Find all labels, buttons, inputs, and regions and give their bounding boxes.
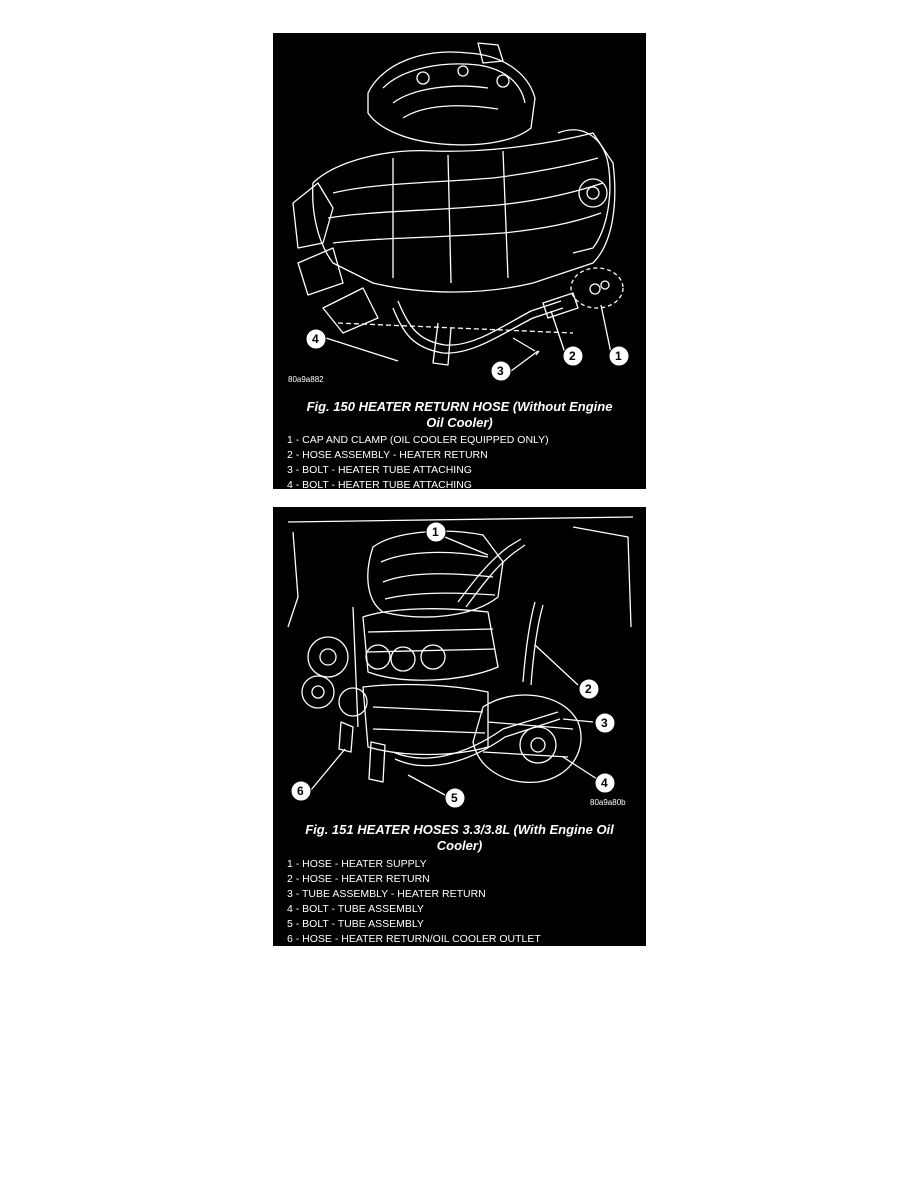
figure-ref-code: 80a9a80b	[590, 798, 626, 807]
svg-text:1: 1	[615, 349, 622, 363]
svg-text:3: 3	[601, 716, 608, 730]
engine-illustration	[273, 33, 646, 418]
figure-legend	[287, 857, 541, 946]
figure-151-panel	[273, 507, 646, 946]
figure-caption	[273, 822, 646, 854]
callout-1	[609, 346, 629, 366]
svg-text:2: 2	[585, 682, 592, 696]
callout-6	[291, 781, 311, 801]
legend-item: 1 - CAP AND CLAMP (OIL COOLER EQUIPPED ONLY)	[287, 434, 549, 446]
svg-text:1: 1	[432, 525, 439, 539]
legend-item: 3 - TUBE ASSEMBLY - HEATER RETURN	[287, 888, 486, 900]
legend-item: 2 - HOSE - HEATER RETURN	[287, 873, 430, 885]
legend-item: 6 - HOSE - HEATER RETURN/OIL COOLER OUTLET	[287, 933, 541, 945]
svg-text:3: 3	[497, 364, 504, 378]
svg-text:4: 4	[312, 332, 319, 346]
figure-legend	[287, 433, 549, 489]
callout-2	[579, 679, 599, 699]
svg-text:5: 5	[451, 791, 458, 805]
legend-item: 5 - BOLT - TUBE ASSEMBLY	[287, 918, 424, 930]
svg-text:2: 2	[569, 349, 576, 363]
callout-5	[445, 788, 465, 808]
caption-line-2: Oil Cooler)	[426, 415, 493, 430]
legend-item: 2 - HOSE ASSEMBLY - HEATER RETURN	[287, 449, 488, 461]
figure-ref-code: 80a9a882	[288, 375, 324, 384]
engine-illustration	[273, 507, 646, 812]
svg-text:4: 4	[601, 776, 608, 790]
figure-150-panel	[273, 33, 646, 489]
caption-line-1: Fig. 150 HEATER RETURN HOSE (Without Engine	[306, 399, 613, 414]
figure-caption	[273, 399, 646, 431]
callout-3	[491, 361, 511, 381]
callout-4	[306, 329, 326, 349]
svg-text:6: 6	[297, 784, 304, 798]
callout-markers	[306, 329, 629, 381]
caption-line-2: Cooler)	[436, 838, 483, 853]
legend-item: 1 - HOSE - HEATER SUPPLY	[287, 858, 427, 870]
legend-item: 4 - BOLT - TUBE ASSEMBLY	[287, 903, 424, 915]
callout-4	[595, 773, 615, 793]
legend-item: 3 - BOLT - HEATER TUBE ATTACHING	[287, 464, 472, 476]
callout-3	[595, 713, 615, 733]
legend-item: 4 - BOLT - HEATER TUBE ATTACHING	[287, 479, 472, 489]
callout-1	[426, 522, 446, 542]
callout-markers	[291, 522, 615, 808]
callout-2	[563, 346, 583, 366]
caption-line-1: Fig. 151 HEATER HOSES 3.3/3.8L (With Engine Oil	[305, 822, 614, 837]
